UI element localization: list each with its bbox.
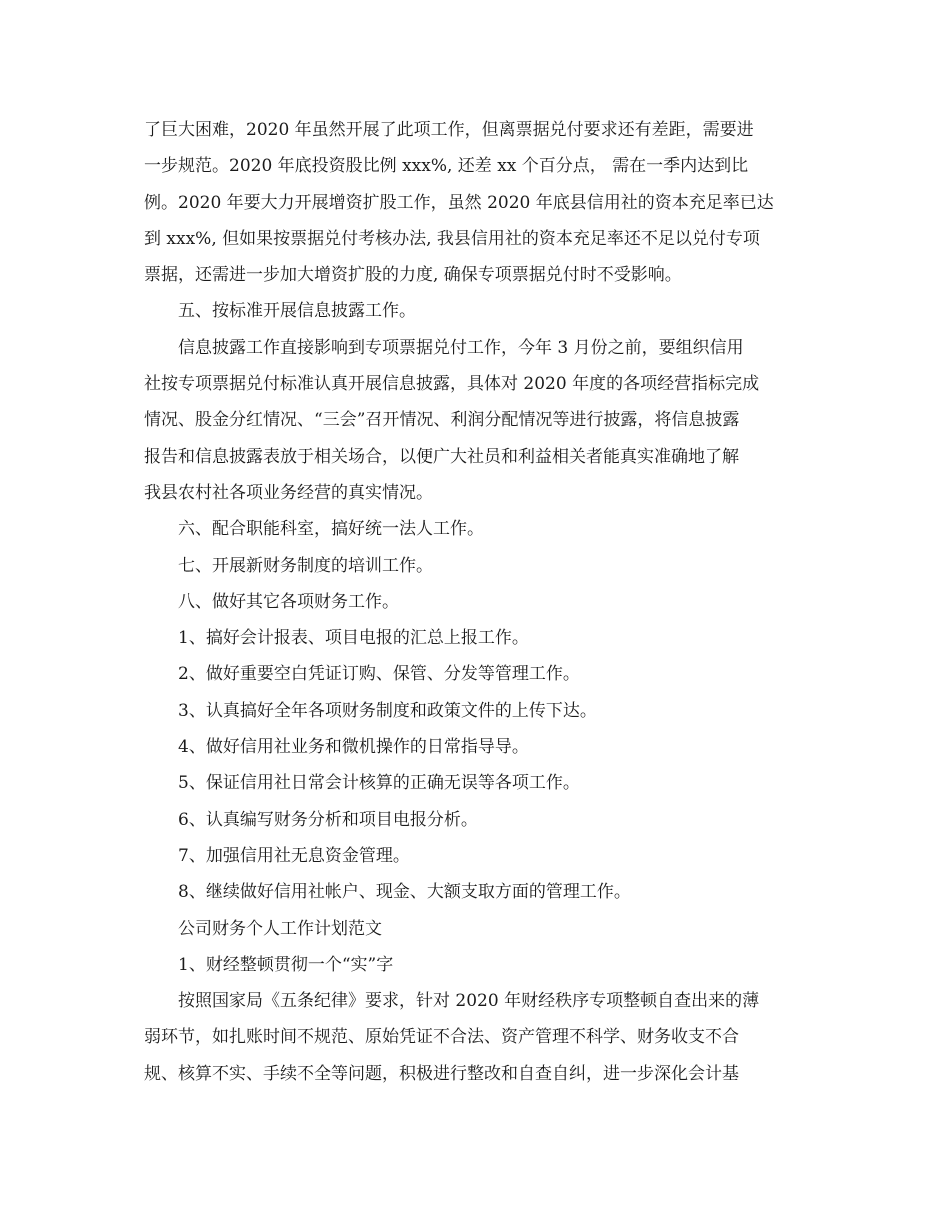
text-line: 社按专项票据兑付标准认真开展信息披露，具体对 2020 年度的各项经营指标完成 — [144, 374, 760, 395]
section-heading: 六、配合职能科室，搞好统一法人工作。 — [178, 519, 484, 540]
list-item: 6、认真编写财务分析和项目电报分析。 — [178, 809, 478, 830]
text-line: 弱环节，如扎账时间不规范、原始凭证不合法、资产管理不科学、财务收支不合 — [144, 1027, 739, 1048]
text-line: 到 xxx%, 但如果按票据兑付考核办法, 我县信用社的资本充足率还不足以兑付专项 — [144, 228, 760, 249]
list-item: 1、财经整顿贯彻一个“实”字 — [178, 954, 394, 975]
list-item: 1、搞好会计报表、项目电报的汇总上报工作。 — [178, 628, 529, 649]
section-title: 公司财务个人工作计划范文 — [178, 918, 382, 939]
list-item: 3、认真搞好全年各项财务制度和政策文件的上传下达。 — [178, 700, 597, 721]
text-line: 一步规范。2020 年底投资股比例 xxx%, 还差 xx 个百分点， 需在一季内达到比 — [144, 156, 749, 177]
text-line: 情况、股金分红情况、“三会”召开情况、利润分配情况等进行披露，将信息披露 — [144, 410, 740, 431]
text-line: 票据，还需进一步加大增资扩股的力度, 确保专项票据兑付时不受影响。 — [144, 265, 682, 286]
list-item: 8、继续做好信用社帐户、现金、大额支取方面的管理工作。 — [178, 882, 631, 903]
text-line: 报告和信息披露表放于相关场合，以便广大社员和利益相关者能真实准确地了解 — [144, 446, 739, 467]
document-body — [144, 112, 812, 1092]
text-line: 我县农村社各项业务经营的真实情况。 — [144, 482, 433, 503]
list-item: 4、做好信用社业务和微机操作的日常指导导。 — [178, 737, 529, 758]
section-heading: 八、做好其它各项财务工作。 — [178, 591, 399, 612]
section-heading: 七、开展新财务制度的培训工作。 — [178, 555, 433, 576]
text-line: 规、核算不实、手续不全等问题，积极进行整改和自查自纠，进一步深化会计基 — [144, 1063, 739, 1084]
text-line: 了巨大困难，2020 年虽然开展了此项工作，但离票据兑付要求还有差距，需要进 — [144, 120, 754, 140]
text-line: 信息披露工作直接影响到专项票据兑付工作，今年 3 月份之前，要组织信用 — [178, 337, 744, 358]
list-item: 2、做好重要空白凭证订购、保管、分发等管理工作。 — [178, 664, 580, 685]
list-item: 5、保证信用社日常会计核算的正确无误等各项工作。 — [178, 773, 580, 794]
text-line: 按照国家局《五条纪律》要求，针对 2020 年财经秩序专项整顿自查出来的薄 — [178, 991, 760, 1012]
section-heading: 五、按标准开展信息披露工作。 — [178, 301, 416, 322]
text-line: 例。2020 年要大力开展增资扩股工作，虽然 2020 年底县信用社的资本充足率已达 — [144, 192, 774, 213]
list-item: 7、加强信用社无息资金管理。 — [178, 845, 410, 866]
